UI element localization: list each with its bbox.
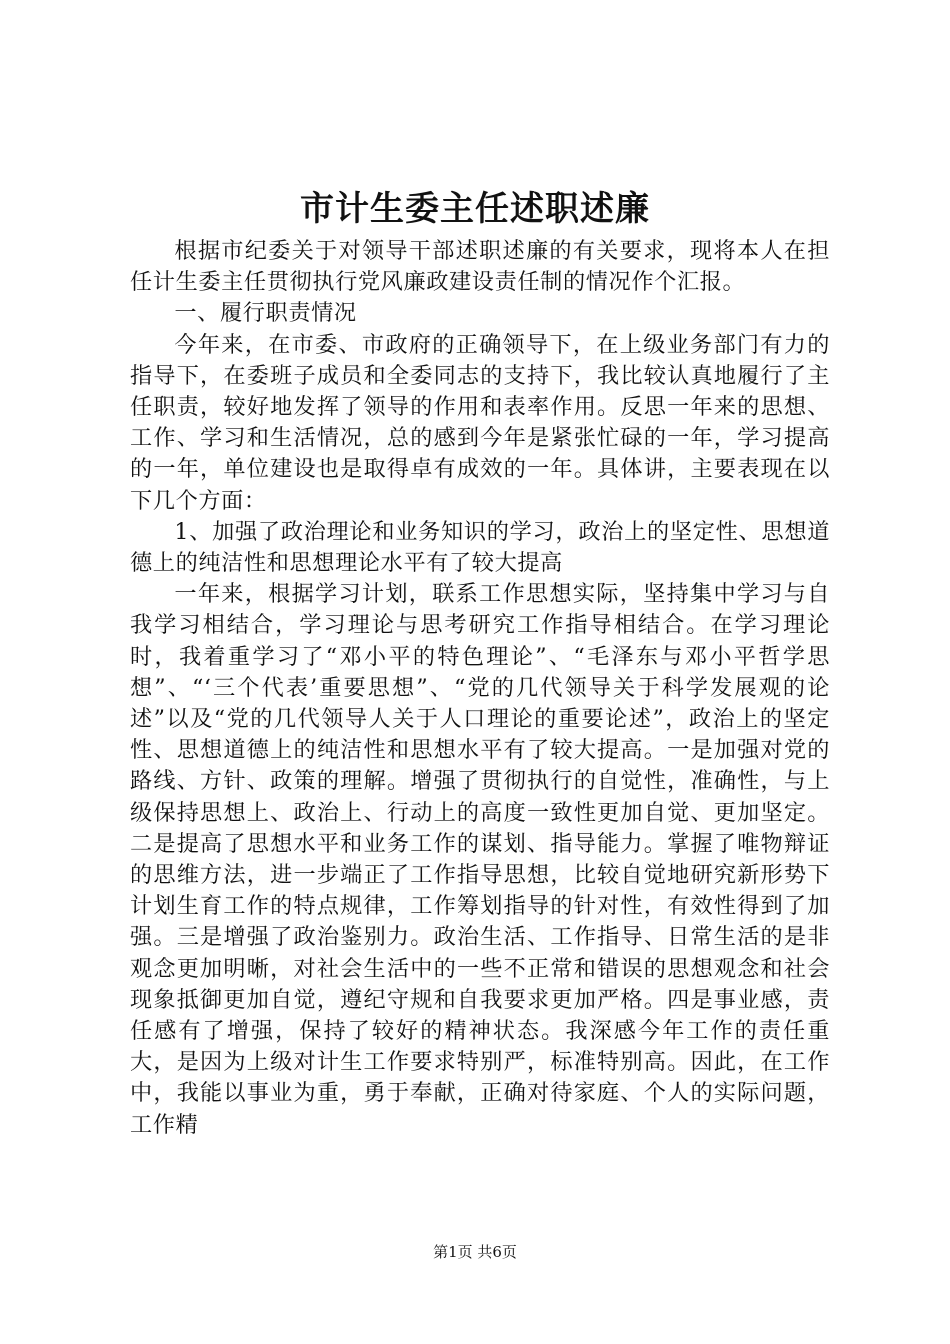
- paragraph-study: 一年来，根据学习计划，联系工作思想实际，坚持集中学习与自我学习相结合，学习理论与思考研究工作指导相结合。在学习理论时，我着重学习了“邓小平的特色理论”、“毛泽东与邓小平哲学思想”、“‘三个代表’重要思想”、“党的几代领导关于科学发展观的论述”以及“党的几代领导人关于人口理论的重要论述”，政治上的坚定性、思想道德上的纯洁性和思想水平有了较大提高。一是加强对党的路线、方针、政策的理解。增强了贯彻执行的自觉性，准确性，与上级保持思想上、政治上、行动上的高度一致性更加自觉、更加坚定。二是提高了思想水平和业务工作的谋划、指导能力。掌握了唯物辩证的思维方法，进一步端正了工作指导思想，比较自觉地研究新形势下计划生育工作的特点规律，工作筹划指导的针对性，有效性得到了加强。三是增强了政治鉴别力。政治生活、工作指导、日常生活的是非观念更加明晰，对社会生活中的一些不正常和错误的思想观念和社会现象抵御更加自觉，遵纪守规和自我要求更加严格。四是事业感，责任感有了增强，保持了较好的精神状态。我深感今年工作的责任重大，是因为上级对计生工作要求特别严，标准特别高。因此，在工作中，我能以事业为重，勇于奉献，正确对待家庭、个人的实际问题，工作精: [130, 581, 830, 1138]
- page-number-footer: 第1页 共6页: [433, 1243, 517, 1261]
- paragraph-overview: 今年来，在市委、市政府的正确领导下，在上级业务部门有力的指导下，在委班子成员和全委同志的支持下，我比较认真地履行了主任职责，较好地发挥了领导的作用和表率作用。反思一年来的思想、工作、学习和生活情况，总的感到今年是紧张忙碌的一年，学习提高的一年，单位建设也是取得卓有成效的一年。具体讲，主要表现在以下几个方面：: [130, 331, 830, 514]
- section-heading: 一、履行职责情况: [174, 300, 357, 327]
- document-title: 市计生委主任述职述廉: [300, 189, 650, 229]
- paragraph-intro: 根据市纪委关于对领导干部述职述廉的有关要求，现将本人在担任计生委主任贯彻执行党风廉政建设责任制的情况作个汇报。: [130, 238, 830, 296]
- subsection-heading: 1、加强了政治理论和业务知识的学习，政治上的坚定性、思想道德上的纯洁性和思想理论水平有了较大提高: [130, 518, 830, 577]
- document-body: [130, 236, 830, 1141]
